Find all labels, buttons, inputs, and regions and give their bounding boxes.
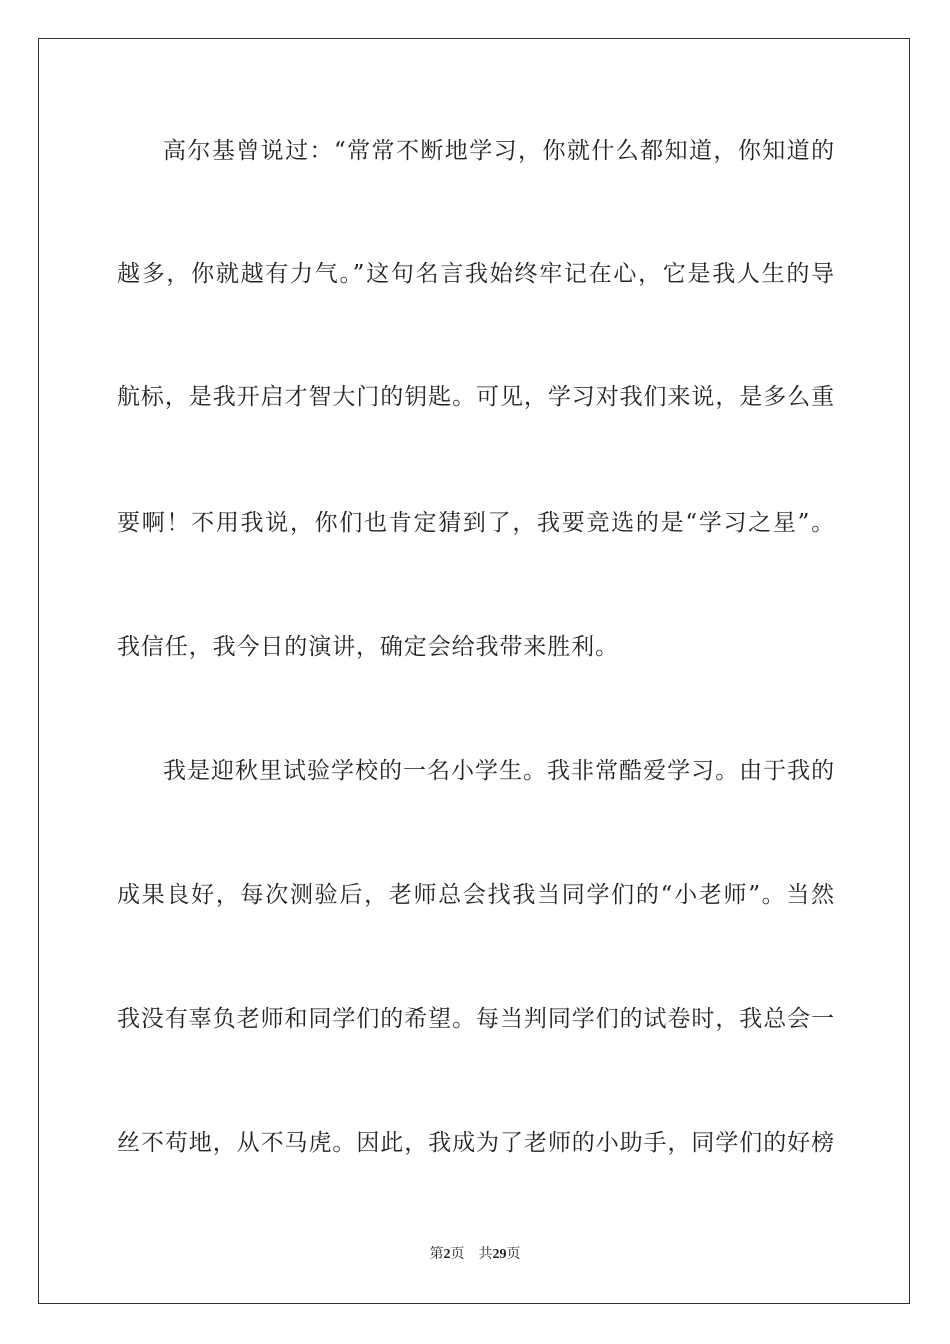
paragraph-1-line-4: 要啊！不用我说，你们也肯定猜到了，我要竞选的是“学习之星”。 bbox=[117, 510, 835, 536]
paragraph-1-line-3: 航标，是我开启才智大门的钥匙。可见，学习对我们来说，是多么重 bbox=[117, 384, 835, 410]
paragraph-2-line-3: 我没有辜负老师和同学们的希望。每当判同学们的试卷时，我总会一 bbox=[117, 1006, 835, 1032]
page-border bbox=[38, 38, 910, 1304]
total-pages: 29 bbox=[492, 1247, 507, 1262]
paragraph-2-line-2: 成果良好，每次测验后，老师总会找我当同学们的“小老师”。当然 bbox=[117, 882, 835, 908]
paragraph-1-line-1: 高尔基曾说过：“常常不断地学习，你就什么都知道，你知道的 bbox=[163, 138, 835, 164]
paragraph-1-line-2: 越多，你就越有力气。”这句名言我始终牢记在心，它是我人生的导 bbox=[117, 261, 835, 287]
total-label-suffix: 页 bbox=[506, 1246, 521, 1262]
total-label-prefix: 共 bbox=[478, 1246, 493, 1262]
page-number: 2 bbox=[443, 1247, 451, 1262]
paragraph-2-line-4: 丝不苟地，从不马虎。因此，我成为了老师的小助手，同学们的好榜 bbox=[117, 1130, 835, 1156]
paragraph-2-line-1: 我是迎秋里试验学校的一名小学生。我非常酷爱学习。由于我的 bbox=[163, 758, 835, 784]
page-label-prefix: 第 bbox=[429, 1246, 444, 1262]
page-footer bbox=[0, 1244, 950, 1265]
page-label-suffix: 页 bbox=[450, 1246, 465, 1262]
paragraph-1-line-5: 我信任，我今日的演讲，确定会给我带来胜利。 bbox=[117, 634, 619, 660]
